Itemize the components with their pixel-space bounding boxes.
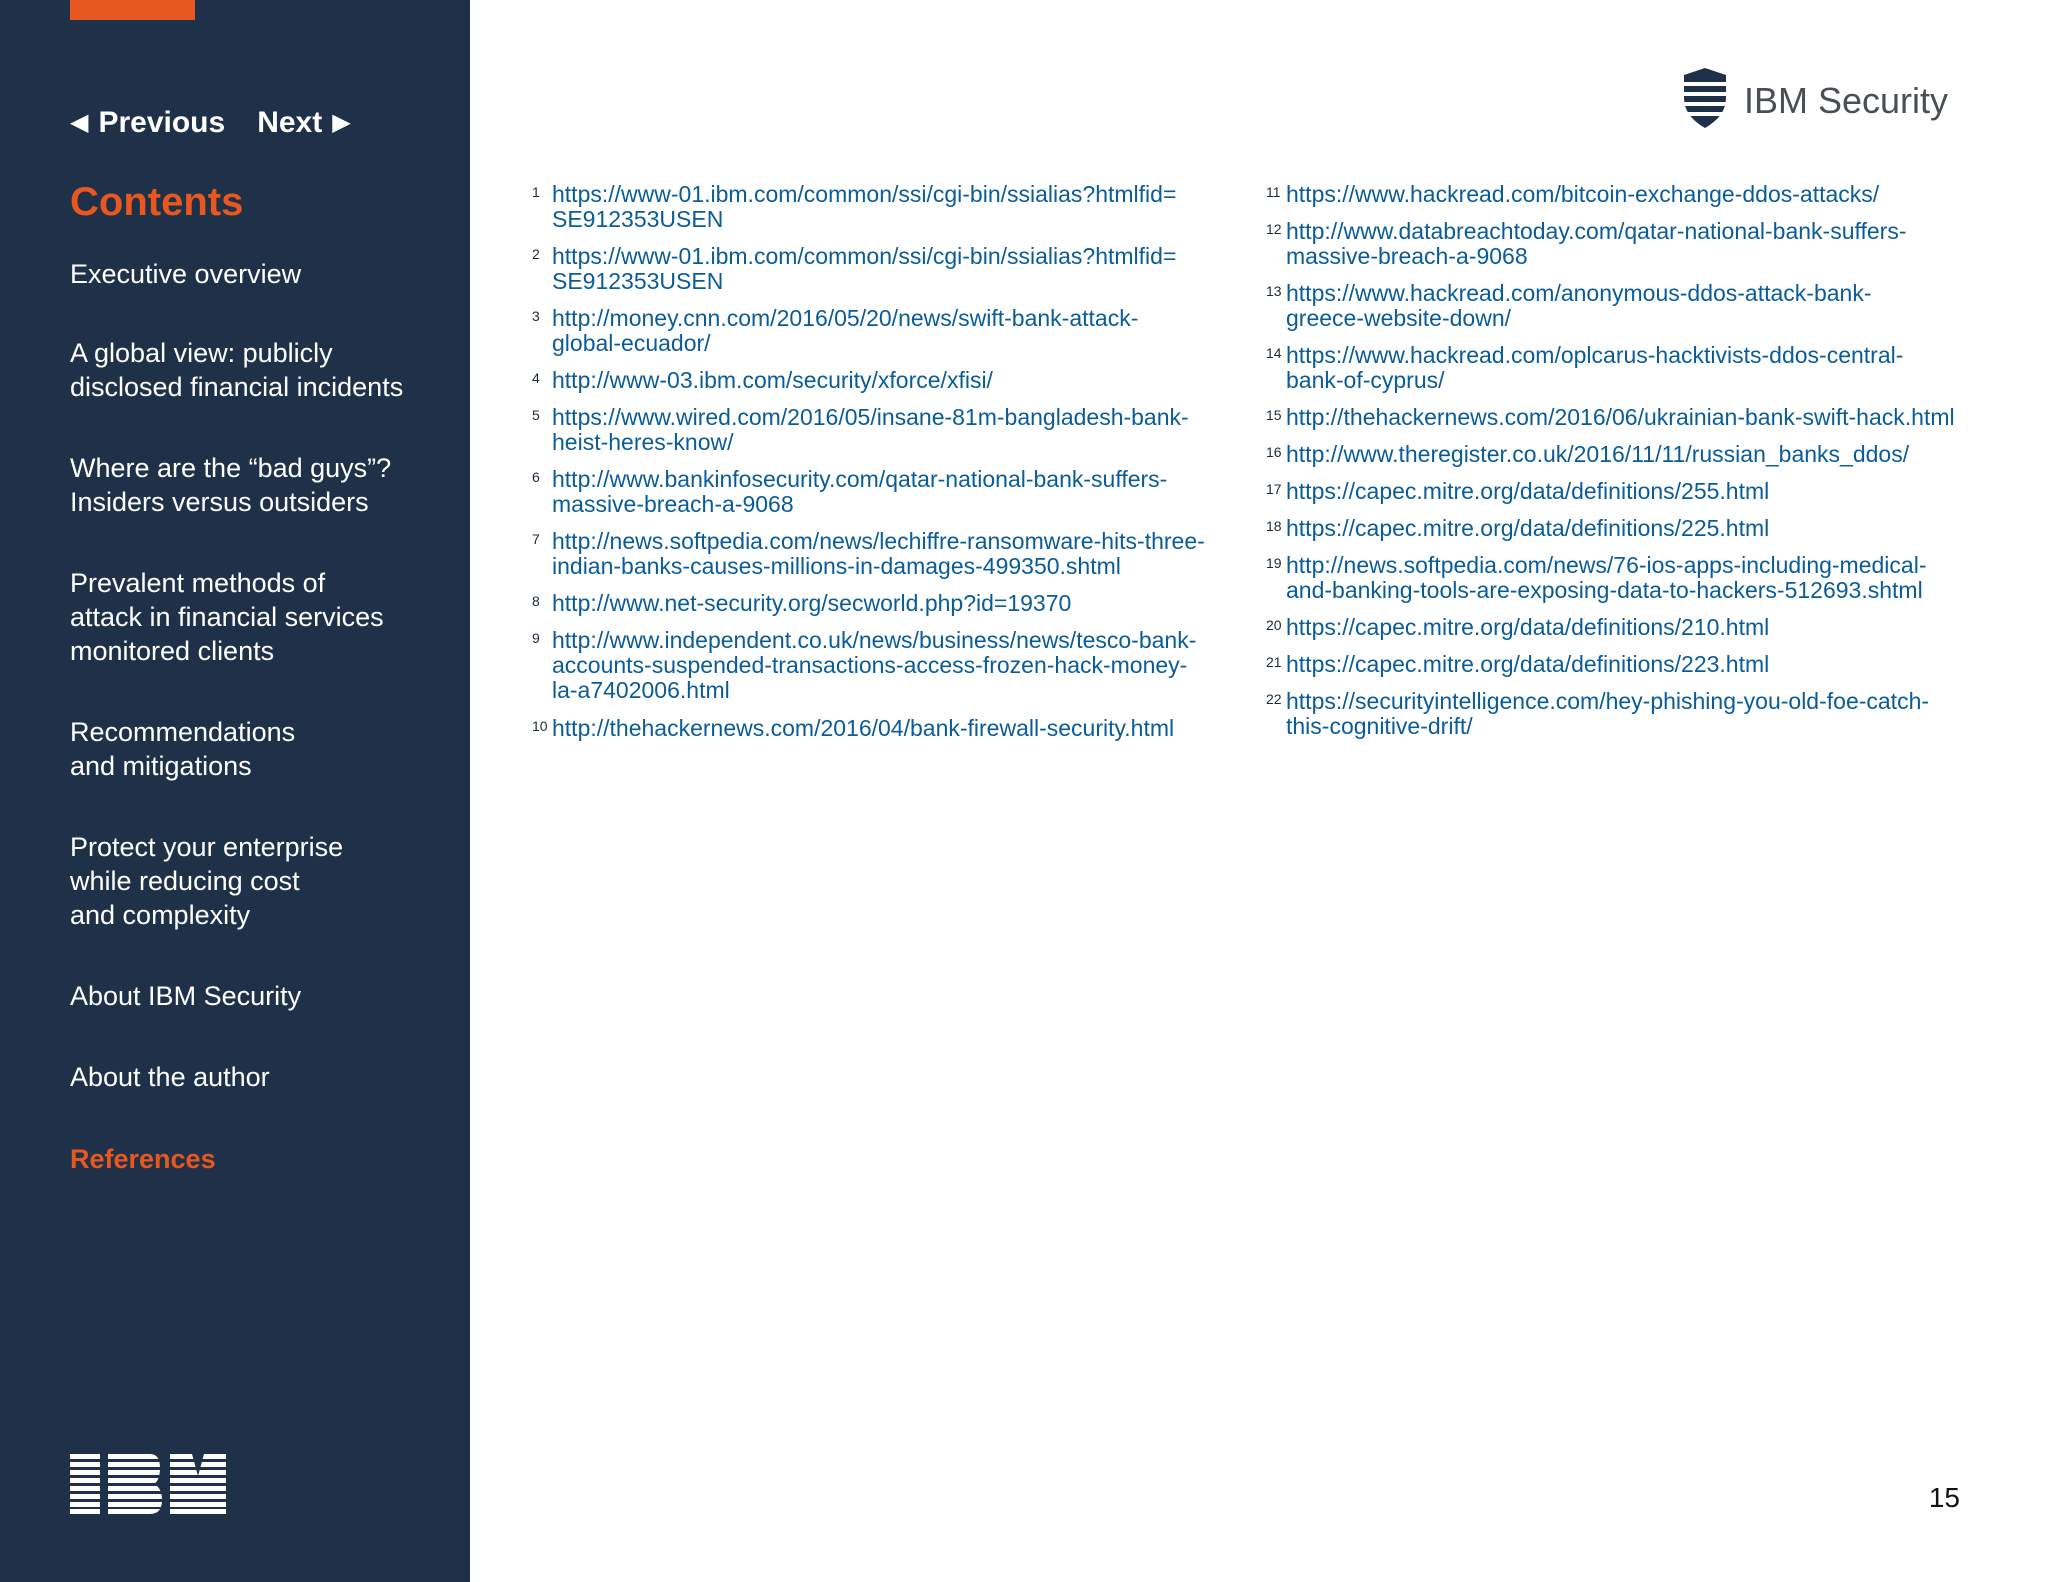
reference-item	[1266, 219, 1976, 269]
reference-link[interactable]: https://www.hackread.com/oplcarus-hacktivists-ddos-central- bank-of-cyprus/	[1286, 342, 1904, 393]
reference-link[interactable]: http://thehackernews.com/2016/04/bank-firewall-security.html	[552, 715, 1175, 741]
reference-link[interactable]: https://securityintelligence.com/hey-phishing-you-old-foe-catch- this-cognitive-drift/	[1286, 688, 1930, 739]
page-number: 15	[1928, 1482, 1960, 1513]
triangle-right-icon: ▶	[332, 109, 351, 136]
reference-link[interactable]: https://www.wired.com/2016/05/insane-81m-bangladesh-bank- heist-heres-know/	[552, 404, 1189, 455]
next-label: Next	[257, 106, 323, 139]
accent-tab	[70, 0, 195, 20]
sidebar	[0, 0, 470, 1582]
reference-item	[532, 306, 1222, 356]
reference-item	[1266, 689, 1976, 739]
reference-link[interactable]: https://www.hackread.com/bitcoin-exchange-ddos-attacks/	[1286, 181, 1880, 207]
reference-item	[1266, 442, 1976, 467]
reference-link[interactable]: http://www.independent.co.uk/news/business/news/tesco-bank- accounts-suspended-transactions-access-frozen-hack-money- la-a7402006.html	[552, 627, 1197, 703]
brand-header	[1680, 66, 1948, 135]
reference-link[interactable]: https://capec.mitre.org/data/definitions/255.html	[1286, 478, 1770, 504]
reference-item	[532, 244, 1222, 294]
reference-item	[1266, 553, 1976, 603]
reference-item	[1266, 652, 1976, 677]
toc-item-global-view[interactable]: A global view: publicly disclosed financial incidents	[70, 338, 404, 402]
reference-item	[1266, 281, 1976, 331]
reference-number: 21	[1266, 654, 1282, 670]
reference-item	[532, 529, 1222, 579]
reference-number: 8	[532, 593, 540, 609]
reference-item	[532, 628, 1222, 703]
reference-number: 10	[532, 718, 548, 734]
reference-number: 11	[1266, 184, 1281, 200]
reference-number: 5	[532, 407, 540, 423]
toc-item-protect-enterprise[interactable]: Protect your enterprise while reducing cost and complexity	[70, 832, 344, 930]
reference-number: 3	[532, 308, 540, 324]
reference-number: 14	[1266, 345, 1282, 361]
previous-button[interactable]	[70, 106, 225, 140]
reference-item	[532, 368, 1222, 393]
reference-link[interactable]: http://www-03.ibm.com/security/xforce/xfisi/	[552, 367, 993, 393]
reference-link[interactable]: http://news.softpedia.com/news/lechiffre-ransomware-hits-three- indian-banks-causes-millions-in-damages-499350.shtml	[552, 528, 1205, 579]
reference-number: 15	[1266, 407, 1282, 423]
reference-item	[1266, 479, 1976, 504]
reference-item	[1266, 343, 1976, 393]
brand-name: IBM Security	[1744, 79, 1949, 121]
reference-number: 18	[1266, 518, 1282, 534]
reference-link[interactable]: http://news.softpedia.com/news/76-ios-apps-including-medical- and-banking-tools-are-exposing-data-to-hackers-512693.shtml	[1286, 552, 1927, 603]
reference-link[interactable]: https://www-01.ibm.com/common/ssi/cgi-bin/ssialias?htmlfid= SE912353USEN	[552, 243, 1177, 294]
page-nav	[70, 102, 351, 144]
reference-link[interactable]: https://www.hackread.com/anonymous-ddos-attack-bank- greece-website-down/	[1286, 280, 1872, 331]
reference-link[interactable]: https://capec.mitre.org/data/definitions/223.html	[1286, 651, 1770, 677]
toc-item-bad-guys[interactable]: Where are the “bad guys”? Insiders versus outsiders	[70, 453, 392, 517]
ibm-security-shield-icon	[1680, 66, 1730, 135]
reference-link[interactable]: http://www.theregister.co.uk/2016/11/11/russian_banks_ddos/	[1286, 441, 1910, 467]
reference-number: 20	[1266, 617, 1282, 633]
reference-link[interactable]: http://www.bankinfosecurity.com/qatar-national-bank-suffers- massive-breach-a-9068	[552, 466, 1168, 517]
reference-link[interactable]: https://capec.mitre.org/data/definitions/225.html	[1286, 515, 1770, 541]
reference-number: 12	[1266, 221, 1282, 237]
reference-number: 4	[532, 370, 540, 386]
reference-number: 7	[532, 531, 540, 547]
toc-item-about-ibm-security[interactable]: About IBM Security	[70, 981, 302, 1011]
reference-link[interactable]: https://capec.mitre.org/data/definitions/210.html	[1286, 614, 1770, 640]
reference-item	[1266, 405, 1976, 430]
reference-link[interactable]: http://www.databreachtoday.com/qatar-national-bank-suffers- massive-breach-a-9068	[1286, 218, 1907, 269]
reference-number: 9	[532, 630, 540, 646]
contents-title: Contents	[70, 180, 244, 224]
reference-item	[532, 716, 1222, 741]
reference-item	[1266, 516, 1976, 541]
reference-item	[532, 405, 1222, 455]
toc-item-about-author[interactable]: About the author	[70, 1062, 270, 1092]
reference-link[interactable]: http://www.net-security.org/secworld.php?id=19370	[552, 590, 1072, 616]
reference-number: 17	[1266, 481, 1282, 497]
toc-item-references[interactable]: References	[70, 1144, 216, 1174]
reference-item	[532, 182, 1222, 232]
reference-link[interactable]: https://www-01.ibm.com/common/ssi/cgi-bin/ssialias?htmlfid= SE912353USEN	[552, 181, 1177, 232]
previous-label: Previous	[98, 106, 226, 139]
toc-item-executive-overview[interactable]: Executive overview	[70, 259, 302, 289]
next-button[interactable]	[257, 106, 351, 140]
reference-item	[532, 467, 1222, 517]
reference-item	[1266, 615, 1976, 640]
reference-number: 22	[1266, 691, 1282, 707]
reference-number: 19	[1266, 555, 1282, 571]
reference-item	[1266, 182, 1976, 207]
toc-item-recommendations[interactable]: Recommendations and mitigations	[70, 717, 296, 781]
triangle-left-icon: ◀	[70, 109, 89, 136]
ibm-striped-logo-icon	[70, 1454, 226, 1519]
reference-link[interactable]: http://thehackernews.com/2016/06/ukrainian-bank-swift-hack.html	[1286, 404, 1955, 430]
reference-number: 13	[1266, 283, 1282, 299]
reference-number: 16	[1266, 444, 1282, 460]
reference-number: 1	[532, 184, 540, 200]
reference-number: 2	[532, 246, 540, 262]
toc-item-prevalent-methods[interactable]: Prevalent methods of attack in financial services monitored clients	[70, 568, 384, 666]
reference-link[interactable]: http://money.cnn.com/2016/05/20/news/swift-bank-attack- global-ecuador/	[552, 305, 1139, 356]
reference-number: 6	[532, 469, 540, 485]
reference-item	[532, 591, 1222, 616]
